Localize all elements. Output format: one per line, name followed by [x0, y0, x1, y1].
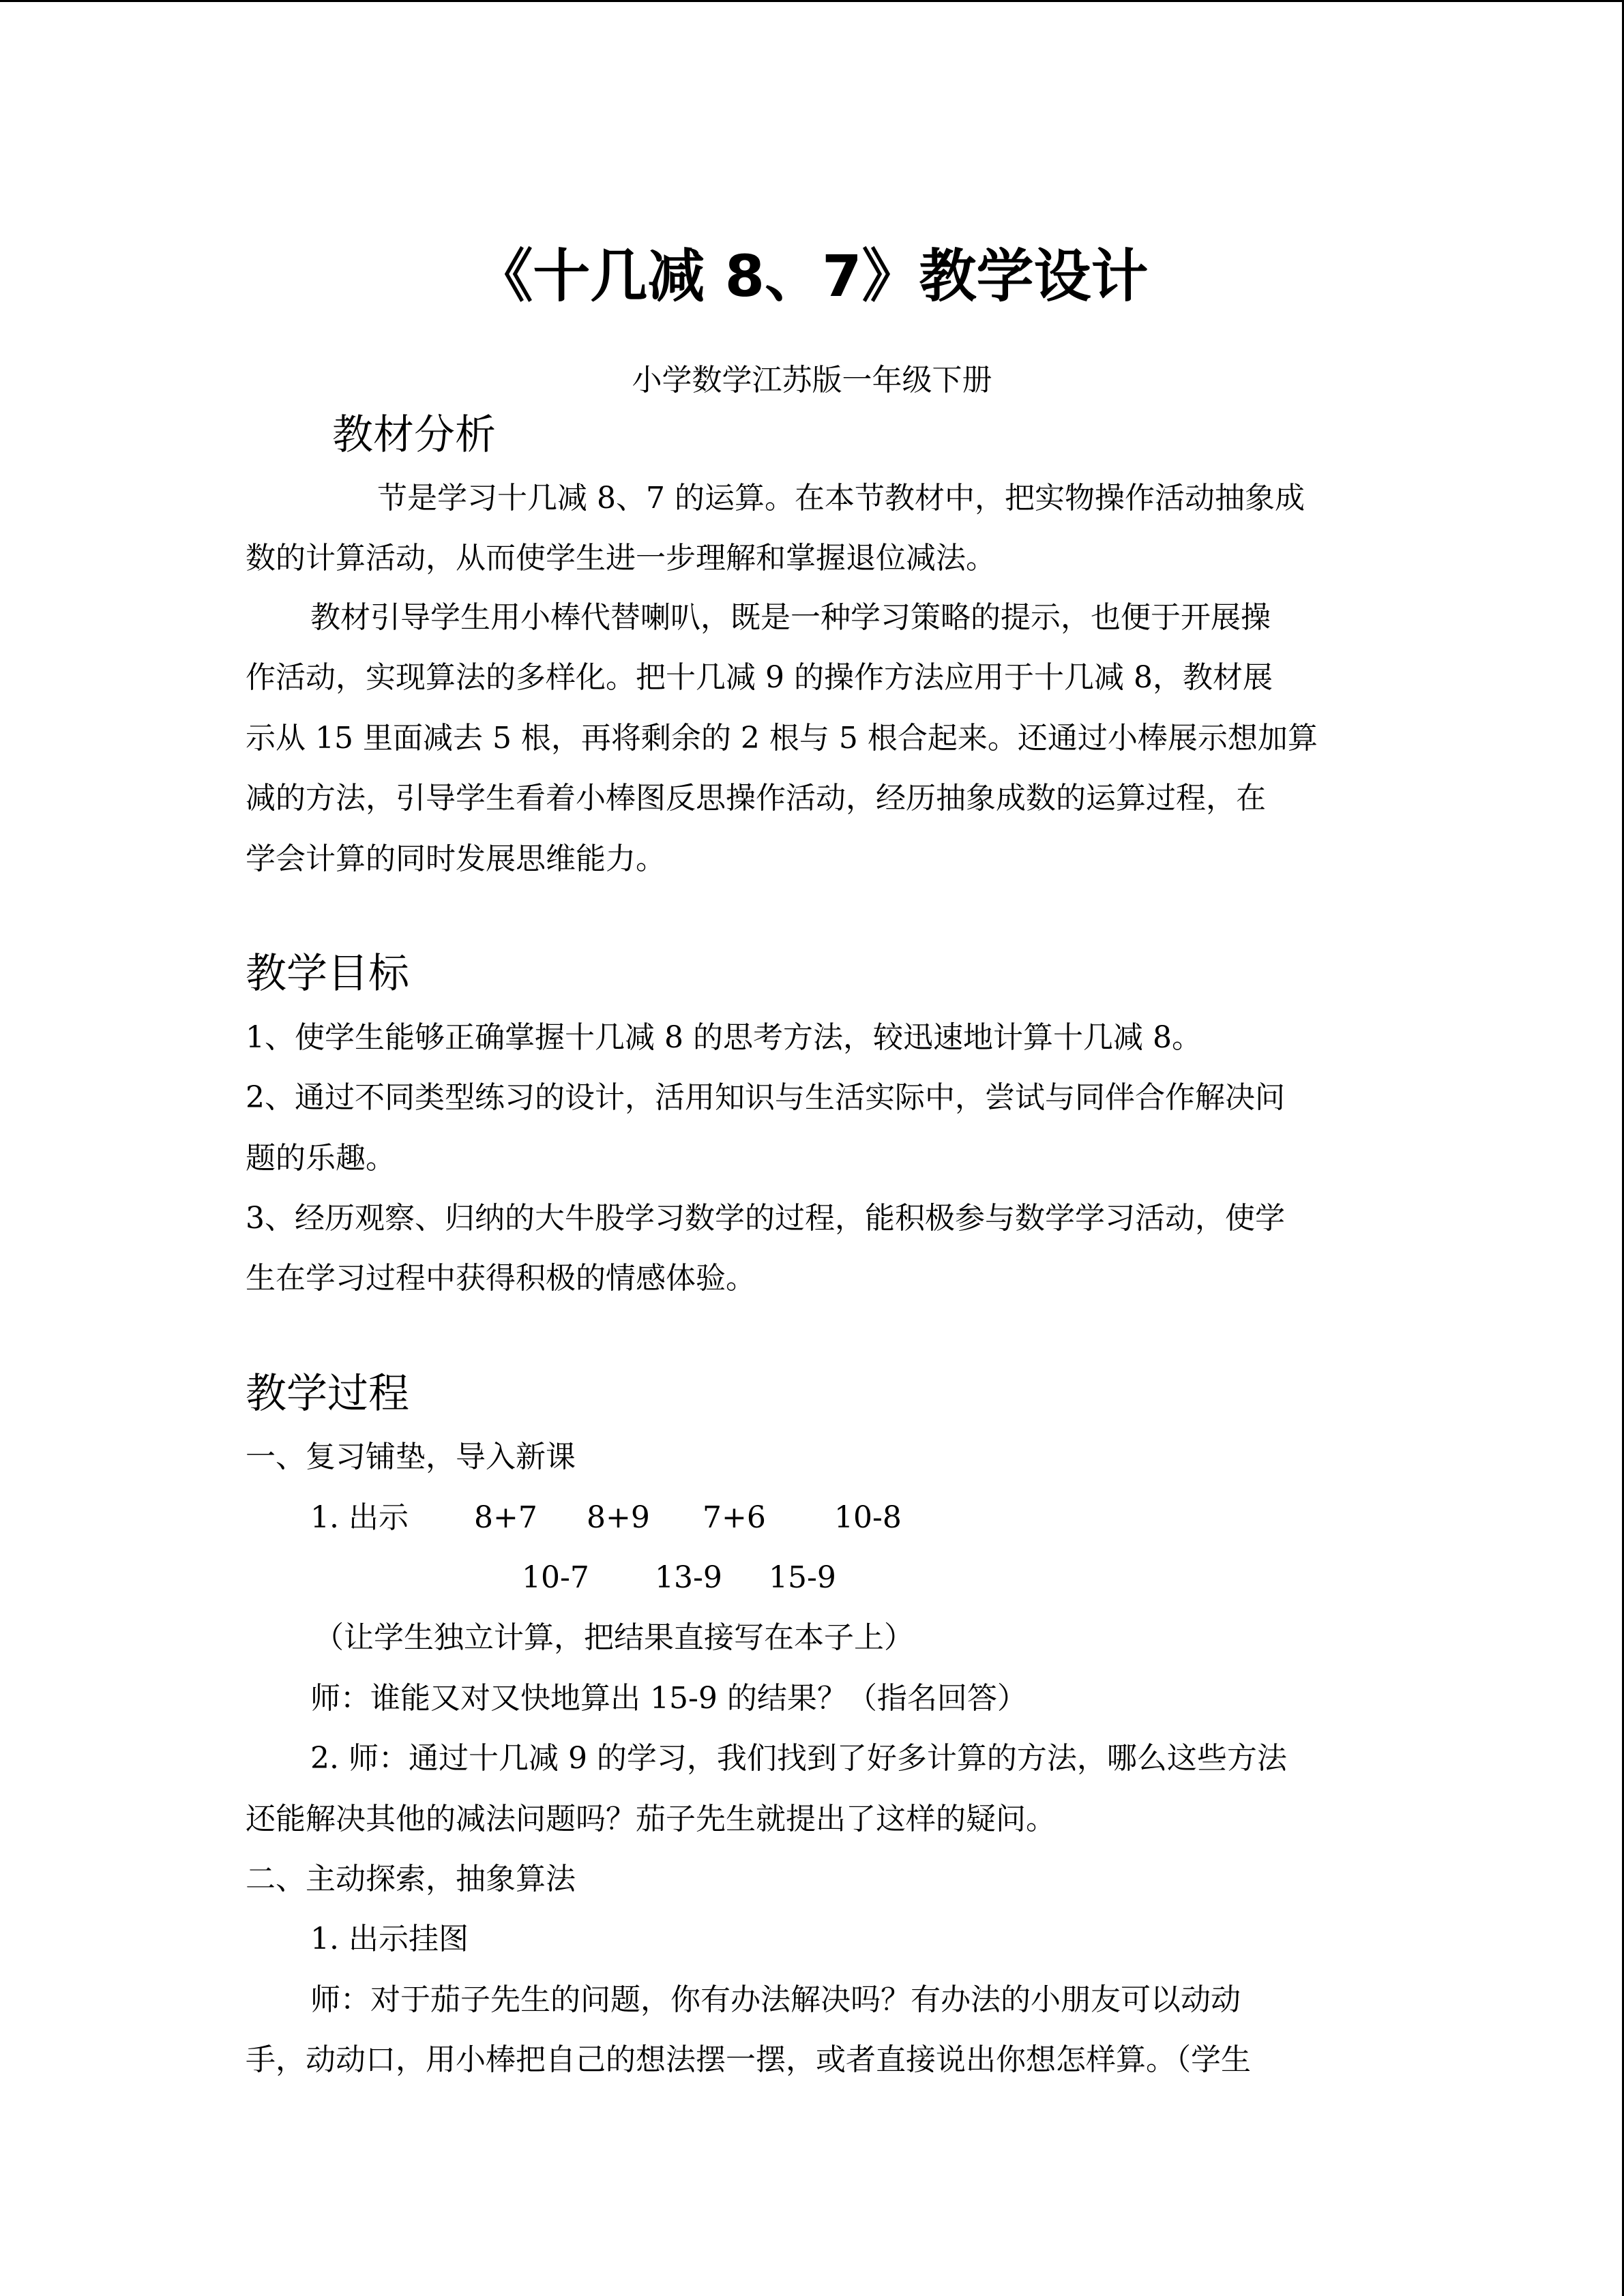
calc-row1-3: 7+6	[703, 1500, 766, 1535]
section-heading-analysis: 教材分析	[332, 411, 496, 459]
calc-row2-2: 13-9	[655, 1560, 722, 1595]
analysis-line-6: 减的方法，引导学生看着小棒图反思操作活动，经历抽象成数的运算过程，在	[246, 781, 1266, 816]
goal-line-3: 题的乐趣。	[246, 1141, 396, 1176]
calc-row1-4: 10-8	[834, 1500, 902, 1535]
goal-line-1: 1、使学生能够正确掌握十几减 8 的思考方法，较迅速地计算十几减 8。	[246, 1020, 1202, 1055]
process-part1-title: 一、复习铺垫，导入新课	[246, 1440, 576, 1474]
analysis-line-1: 节是学习十几减 8、7 的运算。在本节教材中，把实物操作活动抽象成	[377, 481, 1305, 516]
process-item2-line-2: 还能解决其他的减法问题吗？茄子先生就提出了这样的疑问。	[246, 1802, 1056, 1836]
calc-row1-1: 8+7	[474, 1500, 537, 1535]
document-subtitle: 小学数学江苏版一年级下册	[632, 363, 992, 398]
section-heading-process: 教学过程	[246, 1370, 409, 1418]
calc-row1-2: 8+9	[587, 1500, 650, 1535]
process-item3-line-1: 师：对于茄子先生的问题，你有办法解决吗？有办法的小朋友可以动动	[310, 1982, 1241, 2017]
process-item3-label: 1. 出示挂图	[310, 1922, 469, 1956]
section-heading-goals: 教学目标	[246, 950, 409, 998]
teacher-question: 师：谁能又对又快地算出 15-9 的结果？（指名回答）	[310, 1681, 1027, 1716]
goal-line-5: 生在学习过程中获得积极的情感体验。	[246, 1261, 756, 1296]
calc-row2-3: 15-9	[769, 1560, 836, 1595]
analysis-line-2: 数的计算活动，从而使学生进一步理解和掌握退位减法。	[246, 541, 996, 576]
process-item1-label: 1. 出示	[310, 1500, 409, 1535]
analysis-line-3: 教材引导学生用小棒代替喇叭，既是一种学习策略的提示，也便于开展操	[310, 600, 1271, 635]
process-part2-title: 二、主动探索，抽象算法	[246, 1862, 576, 1896]
analysis-line-4: 作活动，实现算法的多样化。把十几减 9 的操作方法应用于十几减 8，教材展	[246, 660, 1273, 695]
goal-line-4: 3、经历观察、归纳的大牛股学习数学的过程，能积极参与数学学习活动，使学	[246, 1201, 1285, 1236]
process-item3-line-2: 手，动动口，用小棒把自己的想法摆一摆，或者直接说出你想怎样算。（学生	[246, 2042, 1251, 2077]
process-note: （让学生独立计算，把结果直接写在本子上）	[314, 1620, 914, 1655]
page-top-border	[0, 0, 1624, 2]
calc-row2-1: 10-7	[522, 1560, 589, 1595]
analysis-line-5: 示从 15 里面减去 5 根，再将剩余的 2 根与 5 根合起来。还通过小棒展示想加算	[246, 721, 1318, 756]
process-item2-line-1: 2. 师：通过十几减 9 的学习，我们找到了好多计算的方法，哪么这些方法	[310, 1741, 1287, 1776]
analysis-line-7: 学会计算的同时发展思维能力。	[246, 841, 666, 876]
document-title: 《十几减 8、7》教学设计	[475, 243, 1149, 310]
goal-line-2: 2、通过不同类型练习的设计，活用知识与生活实际中，尝试与同伴合作解决问	[246, 1080, 1285, 1115]
